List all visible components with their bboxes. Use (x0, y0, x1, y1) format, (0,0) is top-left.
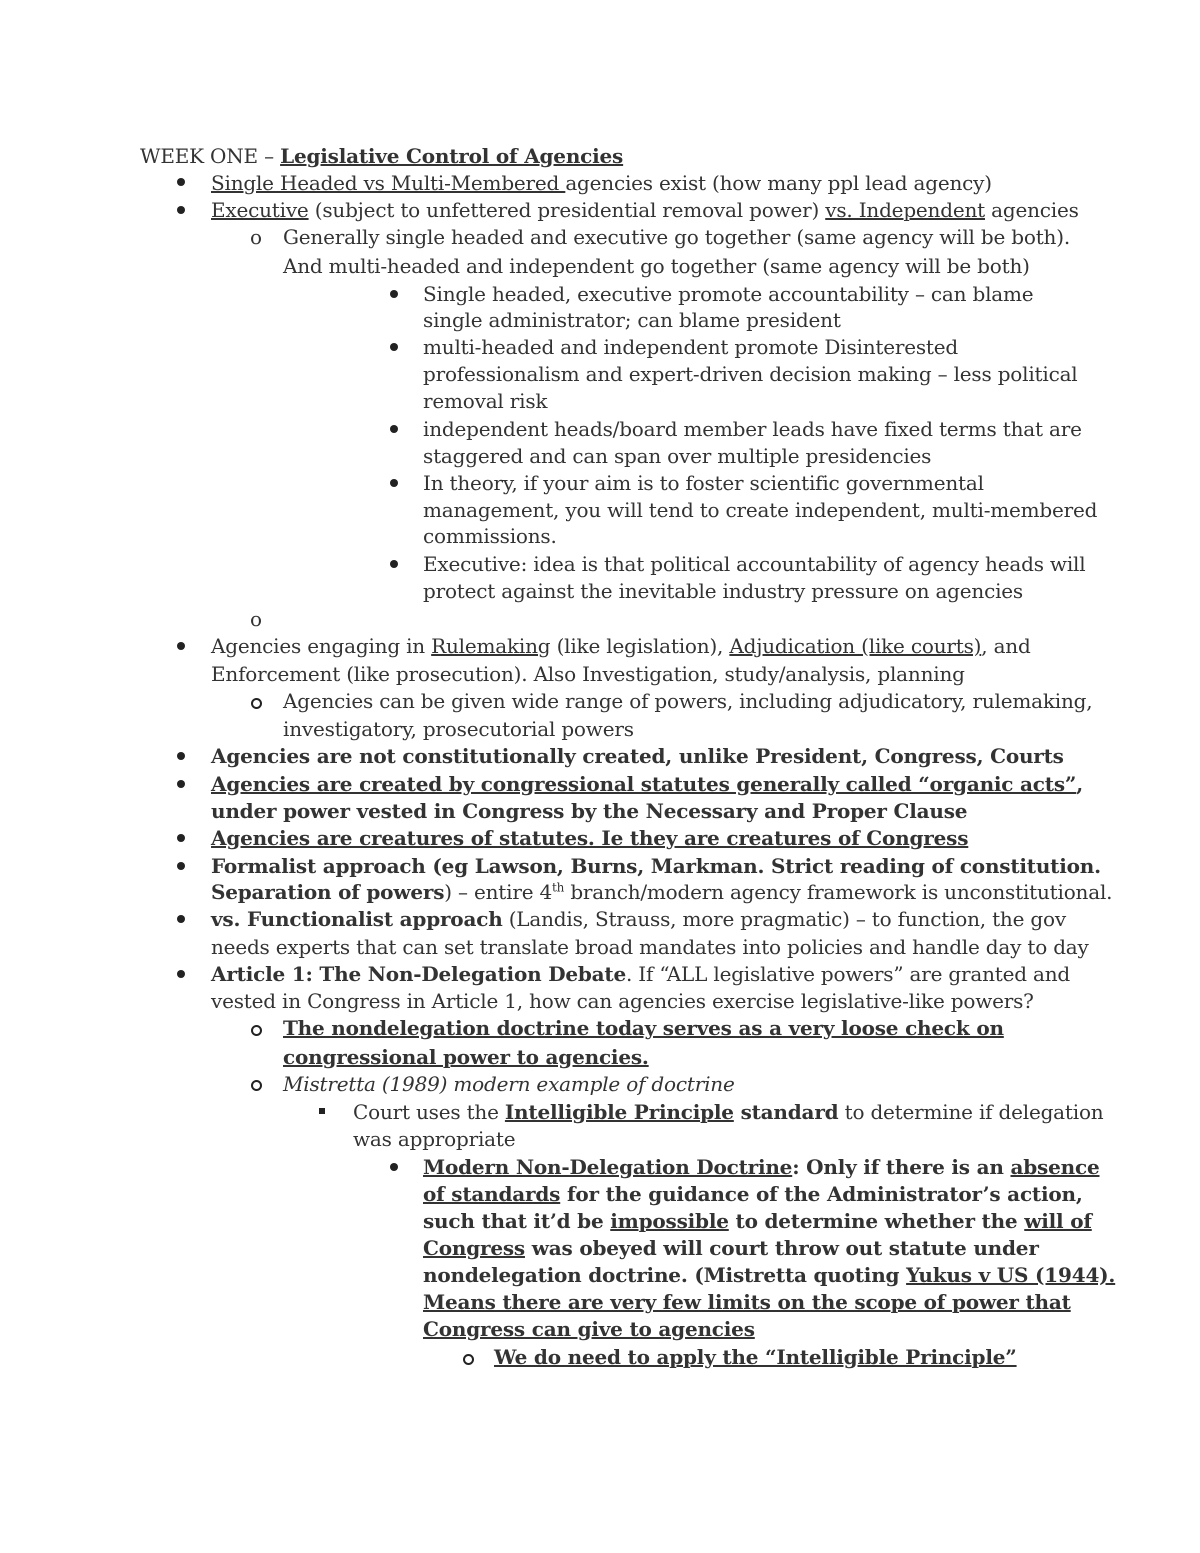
bullet-disc (177, 752, 185, 760)
list-item (211, 170, 992, 197)
text-run: Modern Non-Delegation Doctrine (423, 1155, 793, 1179)
list-item (211, 961, 1070, 988)
text-run: vs. Independent (825, 198, 985, 222)
text-run: Separation of powers (211, 880, 445, 904)
list-item: independent heads/board member leads have fixed terms that are (423, 417, 1082, 441)
list-item (211, 633, 1031, 660)
text-run: Congress (423, 1236, 525, 1260)
bullet-disc (390, 1163, 398, 1171)
list-item-continuation: needs experts that can set translate broad mandates into policies and handle day to day (211, 935, 1089, 959)
list-item: Mistretta (1989) modern example of doctrine (283, 1072, 735, 1096)
list-item (211, 197, 1079, 224)
list-item-continuation: investigatory, prosecutorial powers (283, 717, 634, 741)
text-run: vs. Functionalist approach (211, 907, 503, 931)
list-item-continuation: Congress can give to agencies (423, 1317, 755, 1341)
list-item-continuation: under power vested in Congress by the Necessary and Proper Clause (211, 799, 968, 823)
list-item: multi-headed and independent promote Disinterested (423, 335, 959, 359)
text-run: Article 1: The Non-Delegation Debate (211, 962, 626, 986)
text-run: Intelligible Principle (504, 1100, 734, 1124)
text-run: such that it’d be (423, 1209, 611, 1233)
title-underlined: Legislative Control of Agencies (280, 144, 624, 168)
text-run: : Only if there is an (792, 1155, 1011, 1179)
bullet-disc (177, 780, 185, 788)
text-run: of standards (423, 1182, 561, 1206)
text-run: Court uses the (353, 1100, 505, 1124)
list-item: Agencies are not constitutionally created, unlike President, Congress, Courts (211, 744, 1064, 768)
list-item: Generally single headed and executive go together (same agency will be both). (283, 225, 1070, 249)
text-run: absence (1010, 1155, 1100, 1179)
text-run: . If “ALL legislative powers” are granted and (625, 962, 1071, 986)
list-item-continuation (423, 1235, 1039, 1262)
list-item-continuation: vested in Congress in Article 1, how can agencies exercise legislative-like powers? (211, 989, 1034, 1013)
text-run: was obeyed will court throw out statute under (524, 1236, 1039, 1260)
title-prefix: WEEK ONE – (140, 144, 281, 168)
list-item-continuation: commissions. (423, 524, 557, 548)
list-item: Single headed, executive promote accountability – can blame (423, 282, 1034, 306)
text-run: ) – entire 4 (444, 880, 553, 904)
text-run: agencies (985, 198, 1079, 222)
text-run: to determine whether the (728, 1209, 1025, 1233)
list-item (353, 1099, 1103, 1126)
text-run: Adjudication (like courts) (729, 634, 982, 658)
list-item: The nondelegation doctrine today serves as a very loose check on (283, 1016, 1004, 1040)
bullet-ring (463, 1354, 474, 1365)
list-item-continuation: protect against the inevitable industry pressure on agencies (423, 579, 1023, 603)
bullet-disc (390, 290, 398, 298)
text-run: , (1076, 772, 1083, 796)
bullet-ring (251, 1025, 262, 1036)
bullet-square (319, 1108, 325, 1114)
list-item-continuation (211, 879, 1112, 906)
bullet-disc (177, 178, 185, 186)
text-run: nondelegation doctrine. (Mistretta quoting (423, 1263, 907, 1287)
text-run: (Landis, Strauss, more pragmatic) – to function, the gov (502, 907, 1066, 931)
list-item (423, 1154, 1099, 1181)
list-item-continuation: management, you will tend to create independent, multi-membered (423, 498, 1098, 522)
list-item-continuation: staggered and can span over multiple presidencies (423, 444, 932, 468)
text-run: agencies exist (how many ppl lead agency) (565, 171, 992, 195)
text-run: standard (733, 1100, 839, 1124)
text-run: branch/modern agency framework is unconstitutional. (564, 880, 1113, 904)
text-run: for the guidance of the Administrator’s action, (560, 1182, 1083, 1206)
text-run: Yukus v US (1944). (906, 1263, 1116, 1287)
list-item-continuation: Means there are very few limits on the scope of power that (423, 1290, 1071, 1314)
text-run: (like legislation), (550, 634, 730, 658)
list-item-continuation (423, 1262, 1115, 1289)
list-item-continuation: And multi-headed and independent go together (same agency will be both) (283, 254, 1030, 278)
text-run: Executive (211, 198, 309, 222)
bullet-disc (177, 915, 185, 923)
list-item-continuation: removal risk (423, 389, 548, 413)
list-item-continuation (423, 1208, 1092, 1235)
bullet-disc (390, 343, 398, 351)
bullet-disc (177, 834, 185, 842)
page-title (140, 143, 623, 170)
text-run: (subject to unfettered presidential removal power) (308, 198, 826, 222)
bullet-disc (177, 642, 185, 650)
bullet-disc (177, 970, 185, 978)
list-item-continuation: Enforcement (like prosecution). Also Investigation, study/analysis, planning (211, 662, 965, 686)
text-run: Single Headed vs Multi-Membered (211, 171, 566, 195)
bullet-ring (251, 698, 262, 709)
list-item (211, 771, 1083, 798)
bullet-disc (390, 479, 398, 487)
bullet-disc (390, 425, 398, 433)
list-item: Agencies can be given wide range of powers, including adjudicatory, rulemaking, (283, 689, 1093, 713)
list-item-continuation: congressional power to agencies. (283, 1045, 649, 1069)
list-item: Formalist approach (eg Lawson, Burns, Markman. Strict reading of constitution. (211, 854, 1101, 878)
list-item: Executive: idea is that political accountability of agency heads will (423, 552, 1086, 576)
list-item: In theory, if your aim is to foster scientific governmental (423, 471, 984, 495)
text-run: Agencies are created by congressional statutes generally called “organic acts” (211, 772, 1077, 796)
bullet-disc (390, 560, 398, 568)
bullet-circle: o (250, 225, 263, 249)
text-run: will of (1024, 1209, 1092, 1233)
superscript: th (552, 880, 565, 895)
list-item-continuation: was appropriate (353, 1127, 516, 1151)
text-run: impossible (610, 1209, 729, 1233)
text-run: Agencies engaging in (211, 634, 432, 658)
bullet-ring (251, 1080, 262, 1091)
bullet-circle: o (250, 607, 263, 631)
text-run: , and (981, 634, 1031, 658)
list-item: We do need to apply the “Intelligible Principle” (494, 1345, 1017, 1369)
list-item (211, 906, 1066, 933)
list-item-continuation (423, 1181, 1083, 1208)
bullet-disc (177, 206, 185, 214)
bullet-disc (177, 862, 185, 870)
list-item: Agencies are creatures of statutes. Ie they are creatures of Congress (211, 826, 969, 850)
text-run: Rulemaking (431, 634, 551, 658)
list-item-continuation: single administrator; can blame president (423, 308, 841, 332)
list-item-continuation: professionalism and expert-driven decision making – less political (423, 362, 1078, 386)
text-run: to determine if delegation (838, 1100, 1104, 1124)
